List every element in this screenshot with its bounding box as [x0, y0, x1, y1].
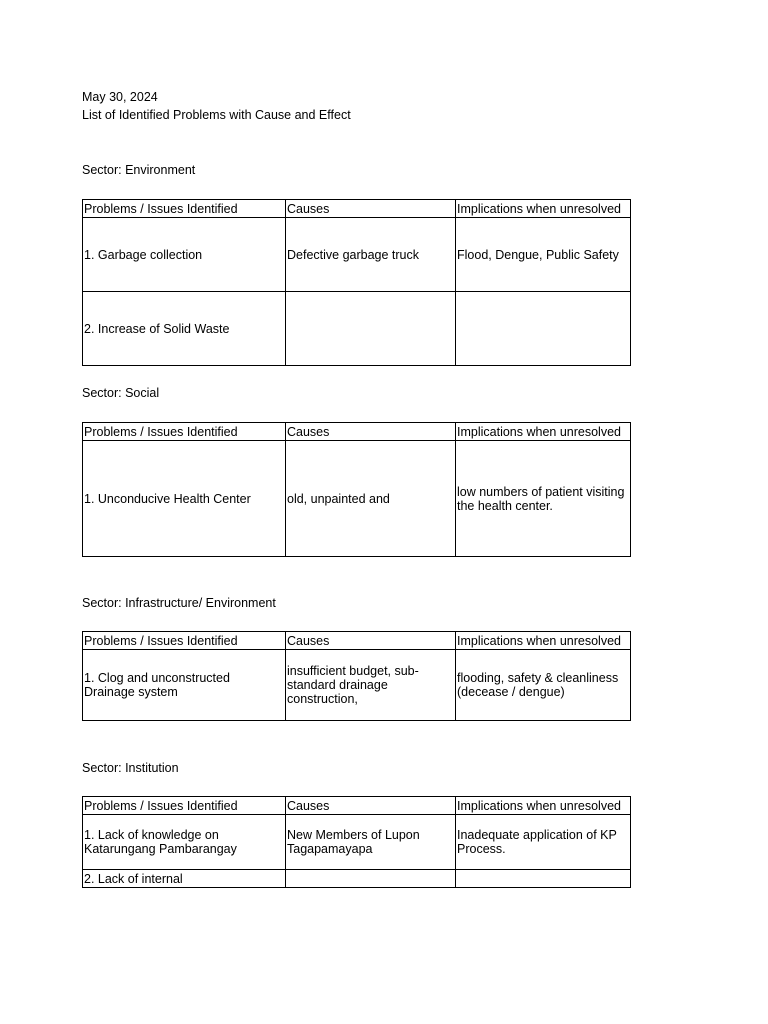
header-implications: Implications when unresolved: [456, 632, 631, 650]
institution-table: [82, 796, 631, 888]
infrastructure-table: [82, 631, 631, 721]
cause-cell: Defective garbage truck: [286, 218, 456, 292]
problem-cell: 1. Lack of knowledge on Katarungang Pambarangay: [83, 815, 286, 870]
table-row: [83, 292, 631, 366]
table-row: [83, 650, 631, 721]
header-implications: Implications when unresolved: [456, 423, 631, 441]
environment-table: [82, 199, 631, 366]
cause-cell: New Members of Lupon Tagapamayapa: [286, 815, 456, 870]
problem-cell: 1. Clog and unconstructed Drainage system: [83, 650, 286, 721]
table-header-row: [83, 200, 631, 218]
problem-cell: 2. Increase of Solid Waste: [83, 292, 286, 366]
header-causes: Causes: [286, 797, 456, 815]
table-header-row: [83, 797, 631, 815]
sector-label-social: Sector: Social: [82, 386, 160, 400]
table-header-row: [83, 632, 631, 650]
cause-cell: [286, 292, 456, 366]
document-date: May 30, 2024: [82, 90, 158, 104]
document-title: List of Identified Problems with Cause and Effect: [82, 108, 351, 122]
sector-label-institution: Sector: Institution: [82, 761, 179, 775]
header-causes: Causes: [286, 632, 456, 650]
implication-cell: [456, 292, 631, 366]
header-implications: Implications when unresolved: [456, 200, 631, 218]
problem-cell: 2. Lack of internal: [83, 870, 286, 888]
table-header-row: [83, 423, 631, 441]
header-causes: Causes: [286, 423, 456, 441]
table-row: [83, 815, 631, 870]
sector-label-environment: Sector: Environment: [82, 163, 196, 177]
implication-cell: Inadequate application of KP Process.: [456, 815, 631, 870]
table-row: [83, 441, 631, 557]
implication-cell: [456, 870, 631, 888]
cause-cell: insufficient budget, sub-standard drainage construction,: [286, 650, 456, 721]
table-row: [83, 870, 631, 888]
cause-cell: [286, 870, 456, 888]
header-problems: Problems / Issues Identified: [83, 423, 286, 441]
header-problems: Problems / Issues Identified: [83, 200, 286, 218]
header-problems: Problems / Issues Identified: [83, 797, 286, 815]
implication-cell: low numbers of patient visiting the health center.: [456, 441, 631, 557]
cause-cell: old, unpainted and: [286, 441, 456, 557]
social-table: [82, 422, 631, 557]
header-problems: Problems / Issues Identified: [83, 632, 286, 650]
header-implications: Implications when unresolved: [456, 797, 631, 815]
table-row: [83, 218, 631, 292]
implication-cell: Flood, Dengue, Public Safety: [456, 218, 631, 292]
problem-cell: 1. Garbage collection: [83, 218, 286, 292]
header-causes: Causes: [286, 200, 456, 218]
problem-cell: 1. Unconducive Health Center: [83, 441, 286, 557]
sector-label-infrastructure: Sector: Infrastructure/ Environment: [82, 596, 276, 610]
implication-cell: flooding, safety & cleanliness (decease / dengue): [456, 650, 631, 721]
